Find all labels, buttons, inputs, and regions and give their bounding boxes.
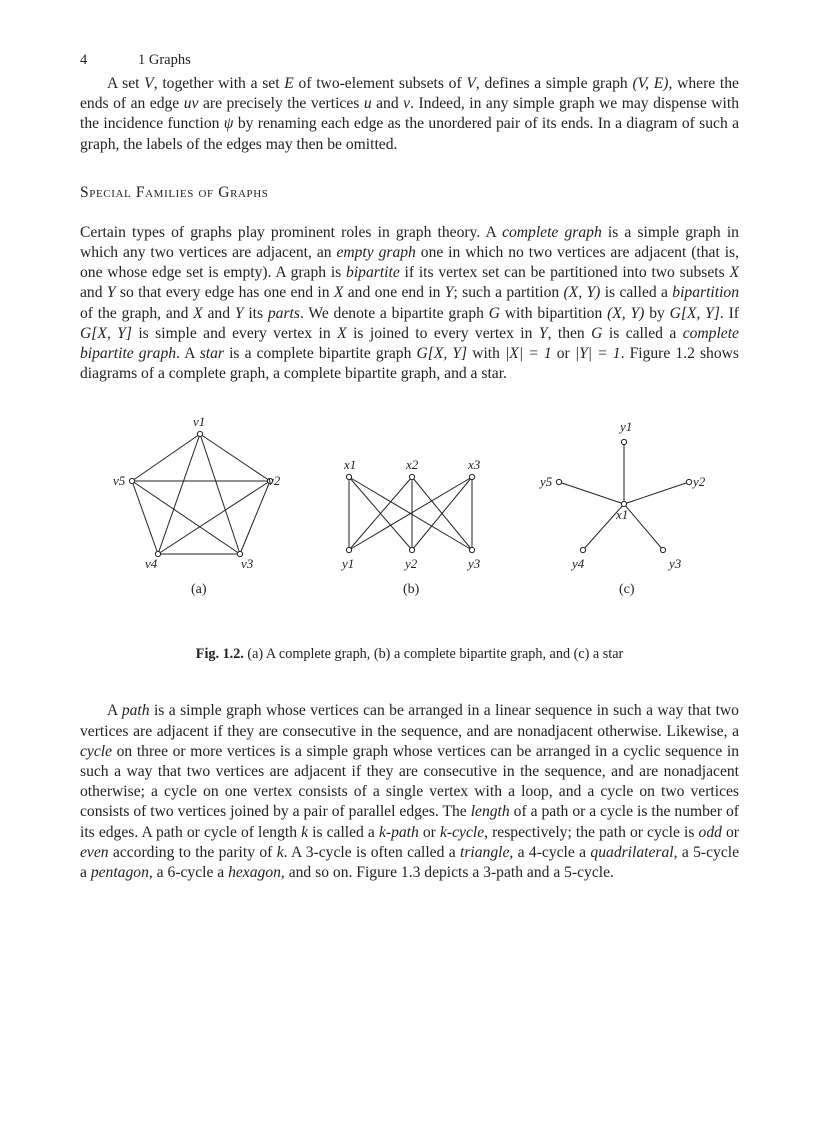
label-y2: y2 (405, 556, 418, 572)
label-x2: x2 (406, 457, 419, 473)
chapter-title: 1 Graphs (138, 52, 191, 68)
label-y1: y1 (342, 556, 355, 572)
label-v2: v2 (268, 473, 281, 489)
complete-graph (132, 434, 270, 554)
label-leaf-y3: y3 (669, 556, 682, 572)
label-leaf-y2: y2 (693, 474, 706, 490)
running-head (80, 52, 739, 74)
vertex-center (621, 502, 626, 507)
vertex-y1 (346, 548, 351, 553)
label-leaf-y5: y5 (540, 474, 553, 490)
paragraph-special-families: Certain types of graphs play prominent roles in graph theory. A complete graph is a simple graph in which any two vertices are adjacent, an empty graph one in which no two vertices are adjacent (that is, one whose edge set is empty). A graph is bipartite if its vertex set can be partitioned into two subsets X and Y so that every edge has one end in X and one end in Y; such a partition (X, Y) is called a bipartition of the graph, and X and Y its parts. We denote a bipartite graph G with bipartition (X, Y) by G[X, Y]. If G[X, Y] is simple and every vertex in X is joined to every vertex in Y, then G is called a complete bipartite graph. A star is a complete bipartite graph G[X, Y] with |X| = 1 or |Y| = 1. Figure 1.2 shows diagrams of a complete graph, a complete bipartite graph, and a star. (80, 223, 740, 383)
paragraph-paths-cycles: A path is a simple graph whose vertices can be arranged in a linear sequence in such a way that two vertices are adjacent if they are consecutive in the sequence, and are nonadjacent otherwise. Likewise, a cycle on three or more vertices is a simple graph whose vertices can be arranged in a cyclic sequence in such a way that two vertices are adjacent if they are consecutive in the sequence, and are nonadjacent otherwise; a cycle on one vertex consists of a single vertex with a loop, and a cycle on two vertices consists of two vertices joined by a pair of parallel edges. The length of a path or a cycle is the number of its edges. A path or cycle of length k is called a k-path or k-cycle, respectively; the path or cycle is odd or even according to the parity of k. A 3-cycle is often called a triangle, a 4-cycle a quadrilateral, a 5-cycle a pentagon, a 6-cycle a hexagon, and so on. Figure 1.3 depicts a 3-path and a 5-cycle. (80, 702, 739, 882)
sublabel-b: (b) (403, 582, 420, 598)
vertex-x1 (346, 475, 351, 480)
section-heading: Special Families of Graphs (80, 183, 269, 201)
paragraph-simple-graph: A set V, together with a set E of two-element subsets of V, defines a simple graph (V, E), where the ends of an edge uv are precisely the vertices u and v. Indeed, in any simple graph we may dispense with the incidence function ψ by renaming each edge as the unordered pair of its ends. In a diagram of such a graph, the labels of the edges may then be omitted. (80, 75, 740, 153)
star-graph (559, 442, 689, 550)
sublabel-c: (c) (619, 582, 635, 598)
page-number: 4 (80, 52, 88, 68)
label-v4: v4 (145, 556, 158, 572)
vertex-x3 (469, 475, 474, 480)
vertex-leaf-y3 (660, 548, 665, 553)
vertex-leaf-y1 (621, 440, 626, 445)
label-v3: v3 (241, 556, 254, 572)
figure-graphs (80, 406, 739, 658)
vertex-v5 (129, 479, 134, 484)
complete-bipartite-graph (349, 477, 472, 550)
caption-text: (a) A complete graph, (b) a complete bipartite graph, and (c) a star (243, 646, 624, 663)
vertex-y3 (469, 548, 474, 553)
sublabel-a: (a) (191, 582, 207, 598)
vertex-x2 (409, 475, 414, 480)
label-center-x1: x1 (616, 507, 629, 523)
label-y3: y3 (468, 556, 481, 572)
vertex-leaf-y2 (686, 480, 691, 485)
vertex-leaf-y4 (580, 548, 585, 553)
label-x1: x1 (344, 457, 357, 473)
caption-label: Fig. 1.2. (195, 646, 244, 663)
vertex-y2 (409, 548, 414, 553)
label-leaf-y4: y4 (572, 556, 585, 572)
vertex-v1 (197, 432, 202, 437)
figure-1-2 (80, 406, 739, 658)
label-v1: v1 (193, 414, 206, 430)
label-leaf-y1: y1 (620, 419, 633, 435)
label-x3: x3 (468, 457, 481, 473)
page (80, 52, 739, 883)
vertex-leaf-y5 (556, 480, 561, 485)
label-v5: v5 (113, 473, 126, 489)
